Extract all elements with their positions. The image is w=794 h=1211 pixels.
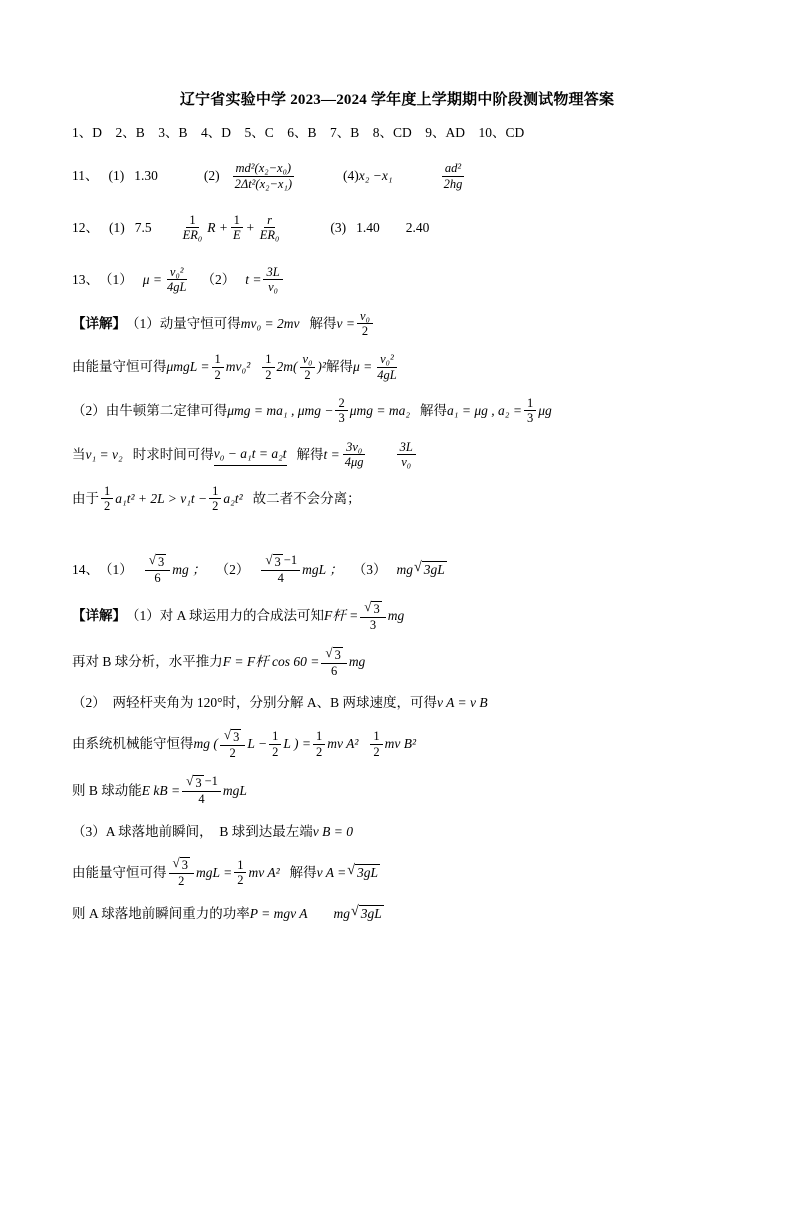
- q14-detail-6: [72, 821, 722, 843]
- q13-d2-f1-den: 2: [214, 367, 221, 382]
- q13-part1-denominator: 4gL: [167, 280, 187, 295]
- q13-d5-c: 故二者不会分离；: [252, 490, 361, 506]
- q13-d2-b: mv₀²: [225, 359, 251, 375]
- q13-d3-f1-num: 2: [335, 396, 347, 411]
- sqrt-icon: √ 3gL: [347, 862, 379, 881]
- q14-part3-tag: （3）: [352, 561, 387, 577]
- q14-d6-equation: v B = 0: [312, 823, 353, 839]
- q11-part4-expression: x₂ −x₁: [358, 168, 393, 184]
- q13-d3-f2-den: 3: [526, 411, 534, 426]
- q13-d1-lhs: v =: [336, 315, 356, 331]
- q13-d2-fraction-1: [212, 352, 224, 382]
- q14-d2-fraction: [321, 646, 346, 678]
- q13-part2-denominator: v₀: [268, 280, 279, 295]
- sqrt-icon: √ 3gL: [351, 903, 382, 922]
- q14-d7-f2-den: 2: [237, 873, 244, 887]
- q13-d5-f2-num: 1: [209, 484, 221, 499]
- q11-part4-fraction: [441, 161, 466, 191]
- sqrt-icon: √ 3: [148, 552, 165, 570]
- q13-d4-fraction-2: [397, 440, 416, 470]
- q13-d3-a: μmg = ma₁ , μmg −: [227, 403, 334, 419]
- q14-d1-denominator: 3: [369, 617, 377, 632]
- q12-label: 12、: [72, 220, 99, 236]
- q12-frac1-numerator: 1: [186, 213, 198, 228]
- q13-d3-fraction-1: [335, 396, 347, 426]
- q13-d4-f1-den: 4μg: [344, 455, 364, 470]
- q14-detail-5: [72, 774, 722, 806]
- sqrt-icon: √ 3: [186, 773, 202, 791]
- q14-detail-8: [72, 903, 722, 925]
- q13-part2-lhs: t =: [245, 271, 262, 287]
- q14-part2-tag: （2）: [215, 561, 250, 577]
- q14-d8-sqrt: 3gL: [360, 906, 382, 922]
- q14-d7-f1-num: [169, 856, 194, 874]
- q12-part1-value: 7.5: [134, 220, 152, 236]
- q14-detail-4: [72, 728, 722, 760]
- q14-d3-pre: （2） 两轻杆夹角为 120°时，分别分解 A、B 两球速度，可得: [72, 695, 438, 711]
- q14-part1-denominator: 6: [154, 571, 161, 586]
- answer-item-13: [72, 265, 722, 295]
- q13-d4-f1-num: 3v₀: [343, 440, 365, 455]
- q13-d5-a: a₁t² + 2L > v₁t −: [115, 490, 208, 506]
- q12-fraction-2: [230, 213, 244, 243]
- q13-d1-numerator: v₀: [357, 309, 373, 324]
- q14-d5-denominator: 4: [198, 792, 205, 807]
- q14-d4-fraction-3: [313, 729, 325, 759]
- q14-d4-b: L −: [247, 736, 268, 752]
- q14-d4-f3-num: 1: [313, 729, 325, 744]
- answer-item-11: [72, 161, 722, 191]
- q13-d3-f1-den: 3: [338, 411, 345, 426]
- q13-d2-c: 2m(: [276, 359, 298, 375]
- q13-d2-f3-den: 2: [304, 367, 311, 382]
- q12-part1-tag: (1): [109, 220, 125, 236]
- q11-part2-fraction: [232, 161, 295, 191]
- q14-d4-e: mv B²: [384, 736, 417, 752]
- q13-d2-e: 解得: [325, 359, 353, 375]
- q13-d1-mid: 解得: [309, 315, 337, 331]
- q13-d2-a: μmgL =: [166, 359, 210, 375]
- q13-part1-lhs: μ =: [142, 271, 163, 287]
- q14-d4-fraction-4: [370, 729, 382, 759]
- q14-d4-f1-den: 2: [229, 745, 236, 760]
- q13-d4-pre: 当: [72, 446, 86, 462]
- q14-d7-a: mgL =: [195, 864, 233, 880]
- q13-d2-fraction-2: [262, 352, 274, 382]
- q13-detail-4: [72, 440, 722, 470]
- q13-d3-b: μmg = ma₂: [349, 403, 411, 419]
- q14-detail-3: [72, 692, 722, 714]
- q13-label: 13、: [72, 271, 99, 287]
- q14-d7-sqrt2: 3gL: [357, 865, 379, 881]
- q12-frac2-denominator: E: [232, 228, 241, 243]
- q13-part2-numerator: 3L: [263, 265, 282, 280]
- q14-part1-numerator: [145, 553, 170, 571]
- q12-fraction-3: [257, 213, 283, 243]
- answer-item-12: [72, 213, 722, 243]
- q13-detail-3: [72, 396, 722, 426]
- q13-d2-fraction-4: [374, 352, 399, 382]
- q12-frac2-numerator: 1: [231, 213, 243, 228]
- q11-part4-numerator: ad²: [442, 161, 464, 176]
- q13-d2-f2-den: 2: [265, 367, 272, 382]
- q14-d2-pre: 再对 B 球分析，水平推力: [72, 654, 223, 670]
- q13-d4-c: v₀ − a₁t = a₂t: [214, 443, 287, 466]
- q11-part1-value: 1.30: [134, 168, 158, 184]
- q14-d2-a: F = F杆 cos 60 =: [222, 654, 320, 670]
- q14-d5-post: mgL: [222, 782, 247, 798]
- q14-detail-2: [72, 646, 722, 678]
- q13-d4-f2-num: 3L: [397, 440, 416, 455]
- q13-d3-e: μg: [538, 403, 552, 419]
- q12-part3-value-1: 1.40: [356, 220, 380, 236]
- sqrt-icon: √ 3: [325, 645, 341, 662]
- q14-d4-fraction-1: [220, 728, 245, 760]
- q13-d1-equation: mv₀ = 2mv: [240, 315, 300, 331]
- q14-d7-fraction-1: [169, 856, 194, 888]
- q14-d7-f1-den: 2: [178, 874, 185, 889]
- q13-d4-e: t =: [323, 446, 340, 462]
- q11-part1-tag: (1): [108, 168, 125, 184]
- q12-part3-value-2: 2.40: [405, 220, 430, 236]
- q14-d4-f2-num: 1: [269, 729, 281, 744]
- q13-part2-fraction: [263, 265, 282, 295]
- q14-d7-b: mv A²: [248, 864, 280, 880]
- q13-d5-fraction-1: [101, 484, 113, 514]
- q14-detail-7: [72, 856, 722, 888]
- q13-d3-fraction-2: [524, 396, 536, 426]
- q14-label: 14、: [72, 561, 99, 577]
- q14-part1-tag: （1）: [99, 561, 133, 577]
- q14-part2-denominator: 4: [277, 571, 284, 586]
- choice-answers-line: 1、D 2、B 3、B 4、D 5、C 6、B 7、B 8、CD 9、AD 10、CD: [72, 125, 525, 140]
- q13-detail-2: [72, 352, 722, 382]
- q11-part4-denominator: 2hg: [443, 176, 463, 191]
- q12-frac3-denominator: ER₀: [259, 228, 280, 243]
- q12-part3-tag: (3): [330, 220, 347, 236]
- q14-d3-equation: v A = v B: [437, 695, 488, 711]
- q14-d4-f3-den: 2: [315, 744, 323, 759]
- q14-d4-c: L ) =: [283, 736, 311, 752]
- q14-d4-f1-num: [220, 728, 245, 746]
- sqrt-icon: √ 3: [223, 726, 240, 744]
- q14-d1-post: mg: [387, 608, 405, 624]
- q14-d1-numerator: [360, 600, 385, 618]
- q13-d3-f2-num: 1: [524, 396, 536, 411]
- q14-part1-fraction: [145, 553, 170, 585]
- q14-d4-f4-num: 1: [370, 729, 382, 744]
- q12-frac1-denominator: ER₀: [182, 228, 203, 243]
- q14-d2-post: mg: [348, 654, 366, 670]
- q13-d4-d: 解得: [296, 446, 324, 462]
- q14-d7-f2-num: 1: [234, 858, 246, 873]
- q14-d1-fraction: [360, 600, 385, 632]
- q14-d4-fraction-2: [269, 729, 281, 759]
- q14-d4-f2-den: 2: [272, 744, 279, 759]
- q13-d3-c: 解得: [420, 403, 448, 419]
- q13-detail-1: [72, 309, 722, 339]
- sqrt-icon: √ 3: [172, 855, 188, 873]
- q14-d8-b: mg: [333, 905, 350, 921]
- q13-d2-lhs: μ =: [352, 359, 373, 375]
- q13-d3-pre: （2）由牛顿第二定律可得: [72, 403, 228, 419]
- q12-frac3-numerator: r: [264, 213, 275, 228]
- q14-part3-pre: mg: [396, 561, 413, 577]
- q14-part2-post: mgL ；: [302, 561, 343, 577]
- q14-d4-a: mg (: [193, 736, 218, 752]
- page-title: 辽宁省实验中学 2023—2024 学年度上学期期中阶段测试物理答案: [179, 92, 615, 108]
- q14-d5-lhs: E kB =: [141, 782, 181, 798]
- q14-detail-tag: 【详解】: [72, 608, 126, 624]
- q14-d2-numerator: [321, 646, 346, 664]
- q14-part2-fraction: [261, 553, 300, 585]
- q14-part1-post: mg ；: [172, 561, 206, 577]
- answer-item-14: [72, 553, 722, 585]
- q11-part2-numerator: md²(x₂−x₀): [233, 161, 295, 176]
- q13-part1-tag: （1）: [99, 271, 133, 287]
- q14-d8-a: P = mgv A: [249, 905, 308, 921]
- q14-d8-pre: 则 A 球落地前瞬间重力的功率: [72, 905, 250, 921]
- q13-detail-tag: 【详解】: [72, 315, 126, 331]
- q14-d5-fraction: [182, 774, 221, 806]
- q13-d3-d: a₁ = μg , a₂ =: [447, 403, 522, 419]
- q13-d5-fraction-2: [209, 484, 221, 514]
- q13-part1-fraction: [164, 265, 189, 295]
- q13-d4-b: 时求时间可得: [132, 446, 214, 462]
- q13-d2-f1-num: 1: [212, 352, 224, 367]
- q14-d1-lhs: F杆 =: [324, 608, 359, 624]
- sqrt-icon: √ 3gL: [413, 559, 445, 578]
- q13-d1-denominator: 2: [361, 323, 369, 338]
- q13-d2-pre: 由能量守恒可得: [72, 359, 167, 375]
- q14-d6-pre: （3）A 球落地前瞬间， B 球到达最左端: [72, 823, 313, 839]
- sqrt-icon: √ 3: [265, 552, 281, 570]
- q12-mid-2: +: [245, 220, 255, 236]
- q11-label: 11、: [72, 168, 99, 184]
- q14-d7-pre: 由能量守恒可得: [72, 864, 167, 880]
- q13-d2-f3-num: v₀: [300, 352, 316, 367]
- q14-d7-d: v A =: [316, 864, 347, 880]
- q14-d4-d: mv A²: [327, 736, 359, 752]
- q13-d5-pre: 由于: [72, 490, 99, 506]
- q13-d2-f2-num: 1: [262, 352, 274, 367]
- q14-detail-1: [72, 600, 722, 632]
- q14-d4-pre: 由系统机械能守恒得: [72, 736, 194, 752]
- q14-d2-denominator: 6: [330, 664, 338, 678]
- q13-d5-f1-den: 2: [104, 498, 111, 513]
- q13-d4-f2-den: v₀: [401, 455, 412, 470]
- q11-part4-tag: (4): [342, 168, 359, 184]
- q13-d2-fraction-3: [300, 352, 316, 382]
- q13-d4-fraction-1: [342, 440, 367, 470]
- q14-d4-f4-den: 2: [373, 744, 380, 759]
- sqrt-icon: √ 3: [364, 598, 380, 616]
- q13-d2-f4-num: v₀²: [377, 352, 397, 367]
- q11-part2-tag: (2): [203, 168, 220, 184]
- q13-d5-f2-den: 2: [212, 498, 219, 513]
- q13-part1-numerator: v₀²: [167, 265, 187, 280]
- q11-part2-denominator: 2Δt²(x₂−x₁): [234, 176, 292, 191]
- q14-d5-numerator: √ 3 −1: [182, 774, 221, 792]
- q14-d7-fraction-2: [234, 858, 246, 888]
- q14-d7-c: 解得: [289, 864, 317, 880]
- q12-fraction-1: [180, 213, 206, 243]
- q13-d2-d: )²: [317, 359, 326, 375]
- q14-d5-pre: 则 B 球动能: [72, 782, 142, 798]
- q13-d2-f4-den: 4gL: [377, 367, 397, 382]
- q13-part2-tag: （2）: [201, 271, 236, 287]
- q13-d4-a: v₁ = v₂: [85, 446, 123, 462]
- q13-d5-f1-num: 1: [101, 484, 113, 499]
- q14-d1-pre: （1）对 A 球运用力的合成法可知: [126, 608, 325, 624]
- q14-part3-sqrt: 3gL: [423, 562, 445, 578]
- q14-part2-numerator: √ 3 −1: [261, 553, 300, 571]
- q13-detail-5: [72, 484, 722, 514]
- q13-d5-b: a₂t²: [223, 490, 243, 506]
- q12-mid-1: R +: [207, 220, 228, 236]
- document-page: [0, 88, 794, 1211]
- q13-d1-fraction: [357, 309, 373, 339]
- q13-d1-pre: （1）动量守恒可得: [126, 315, 241, 331]
